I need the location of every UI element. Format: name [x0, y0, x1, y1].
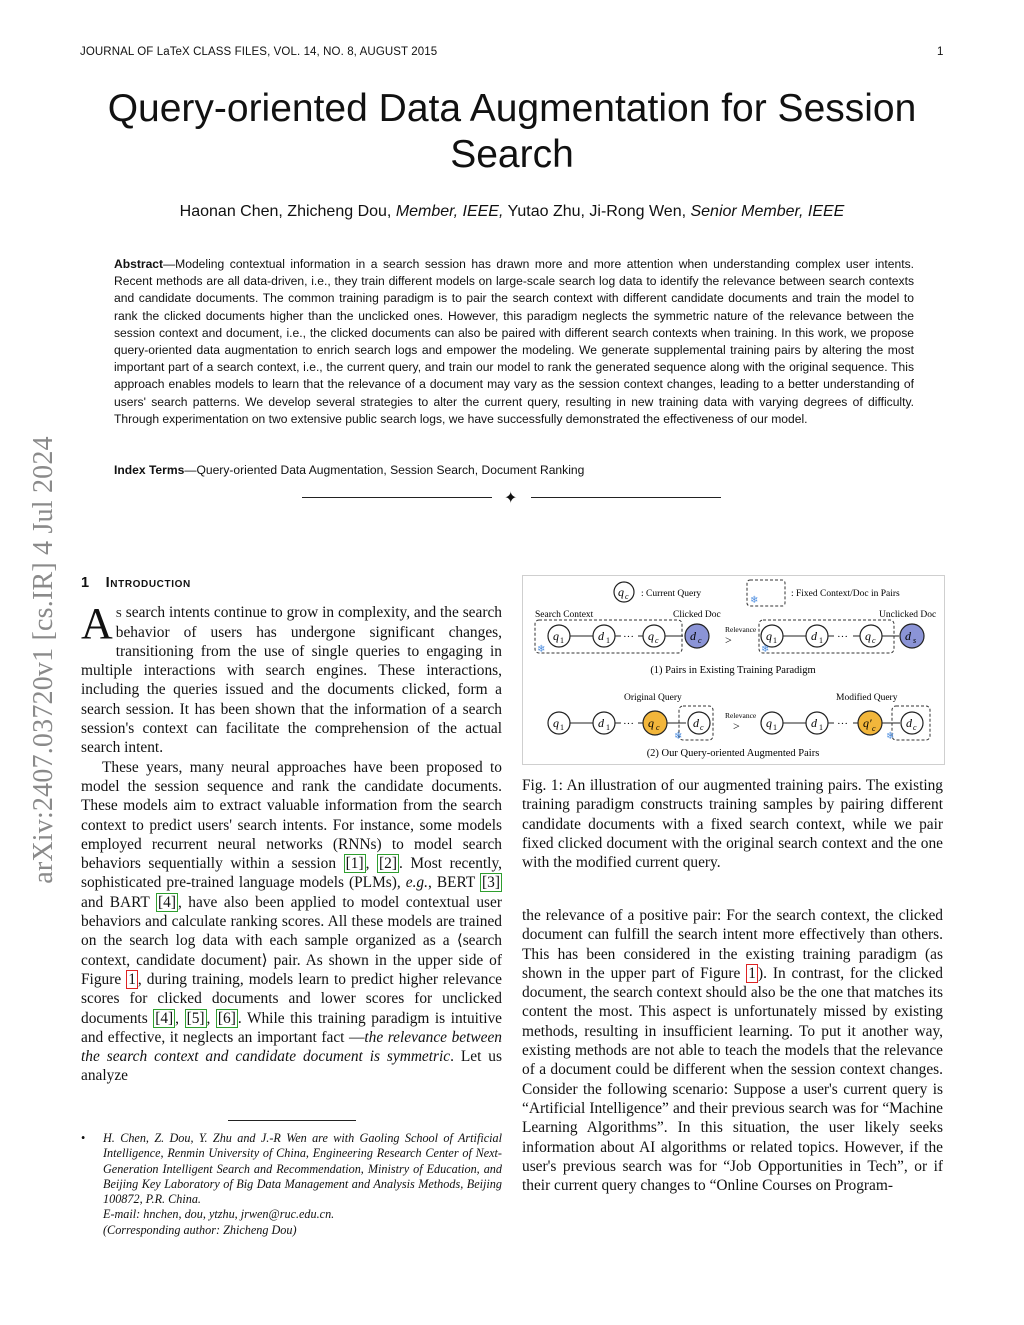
text-run: . Most recently, sophisticated pre-trained language models (PLMs),: [81, 855, 502, 892]
text-run: These years, many neural approaches have been proposed to model the session sequence and rank the candidate documents. These models aim to extract valuable information from the search context to predict users' search intents. For instance, some models employed recurrent neural networks (RNNs) to model search behaviors sequentially within a session: [81, 758, 502, 873]
snowflake-icon: ❄: [537, 644, 546, 655]
section-title: Introduction: [105, 575, 191, 591]
node-sub: c: [698, 636, 702, 645]
legend-current-query: : Current Query: [641, 589, 702, 599]
node-sub: c: [655, 636, 659, 645]
greater-than: >: [725, 633, 732, 647]
footnote-bullet: •: [81, 1131, 86, 1145]
node-sub: s: [913, 636, 917, 645]
relevance-label: Relevance: [725, 625, 757, 634]
running-header: JOURNAL OF LaTeX CLASS FILES, VOL. 14, NO. 8, AUGUST 2015: [80, 46, 438, 58]
ellipsis: ···: [837, 631, 848, 643]
label-search-context: Search Context: [535, 610, 594, 620]
node-letter: q: [553, 629, 559, 643]
text-run: ,: [365, 855, 378, 873]
node-letter: q: [648, 716, 654, 730]
ellipsis: ···: [837, 718, 848, 730]
abstract: [114, 256, 914, 428]
label-modified-query: Modified Query: [836, 693, 898, 703]
doc-node: [593, 625, 615, 647]
abstract-label: Abstract: [114, 257, 164, 271]
greater-than: >: [733, 719, 740, 733]
section-number: 1: [81, 575, 90, 591]
clicked-doc-node: [688, 712, 710, 734]
ellipsis: ···: [623, 718, 634, 730]
clicked-doc-node: [685, 624, 709, 648]
affiliation-2: Senior Member, IEEE: [690, 203, 845, 220]
figure-caption: [522, 776, 943, 872]
node-sub: c: [700, 723, 704, 732]
label-unclicked-doc: Unclicked Doc: [879, 610, 937, 620]
original-query-node: [643, 711, 667, 735]
page-number: 1: [937, 46, 944, 58]
author-list: [60, 203, 964, 221]
text-run: ,: [175, 1009, 185, 1027]
footnote: [81, 1131, 502, 1238]
unclicked-doc-node: [900, 624, 924, 648]
node-sub: 1: [773, 636, 777, 645]
node-sub: 1: [560, 636, 564, 645]
divider-left-rule: [302, 497, 492, 498]
node-letter: d: [905, 629, 911, 643]
text-run: and BART: [81, 893, 157, 911]
node-letter: d: [693, 716, 699, 730]
node-sub: 1: [606, 636, 610, 645]
node-letter: d: [598, 716, 604, 730]
figure-link[interactable]: 1: [748, 964, 756, 982]
right-column: [522, 906, 943, 1195]
intro-paragraph-2: [81, 758, 502, 1086]
snowflake-icon: ❄: [750, 595, 759, 606]
doc-node: [593, 712, 615, 734]
index-terms: [114, 463, 914, 477]
node-letter: q: [648, 629, 654, 643]
arxiv-stamp: arXiv:2407.03720v1 [cs.IR] 4 Jul 2024: [28, 436, 59, 884]
figure-1-diagram: [523, 576, 944, 764]
doc-node: [806, 712, 828, 734]
node-letter: d: [906, 716, 912, 730]
abstract-text: —Modeling contextual information in a search session has drawn more and more attention when understanding complex user intents. Recent methods are all data-driven, i.e., they train different models on large-scale search log data to identify the relevance between search contexts and candidate documents. The common training paradigm is to pair the search context with different candidate documents and train the model to rank the clicked documents higher than the unclicked ones. However, this paradigm neglects the symmetric nature of the relevance between the session context and document, i.e., the clicked documents can also be paired with different search contexts when training. In this work, we propose query-oriented data augmentation to enrich search logs and empower the modeling. We generate supplemental training pairs by altering the most important part of a search context, i.e., the current query, and train our model to rank the generated sequence along with the original sequence. This approach enables models to learn that the relevance of a document may vary as the session context changes, leading to a better understanding of users' search patterns. We develop several strategies to alter the current query, resulting in new training data with varying degrees of difficulty. Through experimentation on two extensive public search logs, we have successfully demonstrated the effectiveness of our model.: [114, 257, 914, 426]
text-run: , BERT: [427, 874, 481, 892]
subfigure-2-title: (2) Our Query-oriented Augmented Pairs: [646, 748, 820, 759]
node-letter: q: [766, 629, 772, 643]
node-sub: 1: [819, 723, 823, 732]
index-terms-text: —Query-oriented Data Augmentation, Session Search, Document Ranking: [184, 463, 585, 477]
doc-node: [806, 625, 828, 647]
caption-label: Fig. 1:: [522, 777, 563, 794]
legend-fixed-context: : Fixed Context/Doc in Pairs: [791, 589, 900, 599]
relevance-label: Relevance: [725, 711, 757, 720]
intro-paragraph-1-text: search intents continue to grow in complexity, and the search behavior of users has undergone significant changes, transitioning from the use of single queries to engaging in multiple interactions with search engines. These interactions, including the queries issued and the documents clicked, form a search session. It has been shown that the information of a search session's context can facilitate the comprehension of the actual search intent.: [81, 604, 502, 757]
intro-paragraph-1: [81, 599, 502, 757]
caption-text: An illustration of our augmented training pairs. The existing training paradigm constructs training samples by pairing different candidate documents with a fixed search context, while we pair fixed clicked document with the original search context and the one with the modified current query.: [522, 777, 944, 872]
text-run: . Let us analyze: [81, 1048, 502, 1085]
label-original-query: Original Query: [624, 693, 682, 703]
text-run: the relevance of a positive pair: For the search context, the clicked document can fulfill the search intent more effectively than others. This has been considered in the existing training paradigm (as shown in the upper part of Figure: [522, 907, 943, 982]
text-run: e.g.: [405, 874, 428, 892]
text-run: ). In contrast, for the clicked document, the search context should also be the one that matches its content the most. This aspect is unfortunately missed by existing methods, resulting in insufficient learning. To put it another way, existing methods are not able to teach the models that the relevance of a document could be different when the session context changes. Consider the following scenario: Suppose a user's current query is “Artificial Intelligence” and their previous search was for “Machine Learning Algorithms”. In this situation, the user likely seeks information about AI algorithms or related topics. However, if the user's previous search was for “Job Opportunities in Tech”, or if their current query changes to “Online Courses on Program-: [522, 964, 943, 1195]
node-sub: 1: [773, 723, 777, 732]
legend-query-sub: c: [625, 592, 629, 601]
authors-part-2: Yutao Zhu, Ji-Rong Wen,: [503, 203, 691, 220]
current-query-node: [860, 625, 882, 647]
divider-right-rule: [531, 497, 721, 498]
affiliation-1: Member, IEEE,: [395, 203, 504, 220]
node-letter: q: [553, 716, 559, 730]
current-query-node: [643, 625, 665, 647]
node-letter: d: [811, 629, 817, 643]
section-heading: [81, 574, 502, 593]
intro-paragraph-3: [522, 906, 943, 1195]
text-run: , have also been applied to model contextual user behaviors and calculate ranking scores. All these models are trained on the search log data with each sample organized as a ⟨search context, candidate document⟩ pair. As shown in the upper side of Figure: [81, 893, 502, 988]
query-node: [761, 712, 783, 734]
citation-link[interactable]: [5]: [186, 1009, 205, 1027]
footnote-rule: [228, 1120, 356, 1121]
text-run: , during training, models learn to predict higher relevance scores for clicked documents and lower scores for unclicked documents: [81, 970, 502, 1027]
node-sub: c: [872, 724, 876, 733]
citation-link[interactable]: [1]: [345, 855, 364, 873]
node-sub: 1: [606, 723, 610, 732]
footnote-email: E-mail: hnchen, dou, ytzhu, jrwen@ruc.edu.cn.: [103, 1207, 335, 1222]
node-sub: c: [872, 636, 876, 645]
legend-query-node: [614, 582, 634, 602]
clicked-doc-node: [901, 712, 923, 734]
text-run: ,: [206, 1009, 216, 1027]
citation-link[interactable]: [3]: [482, 874, 500, 892]
footnote-affiliation: H. Chen, Z. Dou, Y. Zhu and J.-R Wen are with Gaoling School of Artificial Intelligence, Renmin University of China, Engineering Research Center of Next-Generation Intelligent Search and Recommendation, Ministry of Education, and Beijing Key Laboratory of Big Data Management and Analysis Methods, Beijing 100872, P.R. China.: [103, 1131, 502, 1207]
node-sub: 1: [560, 723, 564, 732]
node-letter: d: [811, 716, 817, 730]
citation-link[interactable]: [4]: [155, 1009, 174, 1027]
divider-glyph: ✦: [504, 488, 518, 507]
node-letter: q: [865, 629, 871, 643]
emphasis-text: the relevance between the search context and candidate document is symmetric: [81, 1028, 502, 1066]
footnote-corresponding: (Corresponding author: Zhicheng Dou): [103, 1222, 297, 1237]
legend-query-letter: q: [618, 585, 624, 599]
text-run: . While this training paradigm is intuitive and effective, it neglects an important fact —: [81, 1009, 503, 1046]
left-column: [81, 574, 502, 1086]
citation-link[interactable]: [2]: [379, 855, 397, 873]
drop-cap: A: [81, 599, 113, 649]
snowflake-icon: ❄: [761, 644, 770, 655]
figure-1: [522, 575, 945, 765]
node-sub: c: [913, 723, 917, 732]
paper-title: Query-oriented Data Augmentation for Session Search: [107, 87, 917, 176]
snowflake-icon: ❄: [886, 731, 895, 742]
snowflake-icon: ❄: [674, 731, 683, 742]
node-letter: q: [766, 716, 772, 730]
node-sub: c: [656, 723, 660, 732]
node-sub: 1: [819, 636, 823, 645]
index-terms-label: Index Terms: [114, 463, 185, 477]
node-letter: d: [690, 629, 696, 643]
citation-link[interactable]: [4]: [158, 893, 176, 911]
query-node: [548, 712, 570, 734]
drop-cap-continuation: s: [115, 604, 122, 622]
subfigure-1-title: (1) Pairs in Existing Training Paradigm: [650, 665, 816, 676]
citation-link[interactable]: [6]: [217, 1009, 236, 1027]
label-clicked-doc: Clicked Doc: [673, 610, 721, 620]
query-node: [548, 625, 570, 647]
node-letter: q′: [863, 716, 872, 730]
figure-link[interactable]: 1: [128, 970, 136, 988]
node-letter: d: [598, 629, 604, 643]
ellipsis: ···: [623, 631, 634, 643]
authors-part-1: Haonan Chen, Zhicheng Dou,: [179, 203, 396, 220]
